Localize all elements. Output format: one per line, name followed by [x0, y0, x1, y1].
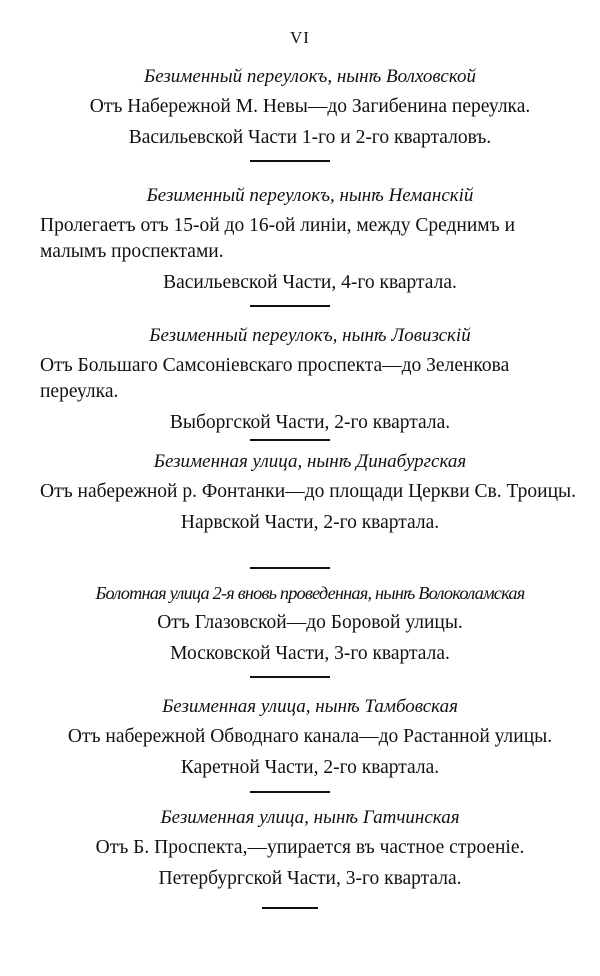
entry-heading: Безименный переулокъ, нынѣ Неманскій: [146, 185, 474, 206]
entry-heading: Безименная улица, нынѣ Гатчинская: [160, 807, 460, 828]
entry-heading: Безименная улица, нынѣ Динабургская: [153, 451, 467, 472]
street-entry: [40, 805, 580, 892]
page-number: VI: [290, 28, 310, 47]
entry-description: Пролегаетъ отъ 15-ой до 16-ой линіи, между Среднимъ и малымъ проспектами.: [40, 215, 516, 262]
entry-description: Отъ Б. Проспекта,—упирается въ частное строеніе.: [95, 837, 525, 858]
separator-rule: [250, 439, 330, 441]
entry-description: Отъ набережной р. Фонтанки—до площади Церкви Св. Троицы.: [40, 481, 577, 502]
entry-description: Отъ Большаго Самсоніевскаго проспекта—до Зеленкова переулка.: [40, 355, 510, 402]
entry-district: Каретной Части, 2-го квартала.: [180, 757, 440, 778]
entry-heading: Болотная улица 2-я вновь проведенная, нынѣ Волоколамская: [95, 583, 525, 603]
entry-heading: Безименный переулокъ, нынѣ Волховской: [144, 66, 476, 87]
street-entry: [40, 449, 580, 536]
entry-description: Отъ Глазовской—до Боровой улицы.: [157, 612, 463, 633]
entry-district: Выборгской Части, 2-го квартала.: [169, 412, 451, 433]
street-entry: [40, 580, 580, 667]
separator-rule: [250, 567, 330, 569]
street-entry: [40, 64, 580, 151]
entry-description: Отъ набережной Обводнаго канала—до Растанной улицы.: [67, 726, 553, 747]
entry-heading: Безименная улица, нынѣ Тамбовская: [162, 696, 458, 717]
separator-rule: [250, 305, 330, 307]
entry-district: Нарвской Части, 2-го квартала.: [180, 512, 440, 533]
separator-rule: [250, 791, 330, 793]
entry-district: Васильевской Части, 4-го квартала.: [163, 272, 457, 293]
entry-district: Московской Части, 3-го квартала.: [170, 643, 450, 664]
entry-heading: Безименный переулокъ, нынѣ Ловизскій: [149, 325, 471, 346]
entry-district: Васильевской Части 1-го и 2-го кварталовъ.: [128, 127, 492, 148]
separator-rule: [262, 907, 318, 909]
separator-rule: [250, 676, 330, 678]
separator-rule: [250, 160, 330, 162]
street-entry: [40, 694, 580, 781]
entry-description: Отъ Набережной М. Невы—до Загибенина переулка.: [89, 96, 531, 117]
street-entry: [40, 183, 580, 296]
entry-district: Петербургской Части, 3-го квартала.: [158, 868, 462, 889]
street-entry: [40, 323, 580, 436]
